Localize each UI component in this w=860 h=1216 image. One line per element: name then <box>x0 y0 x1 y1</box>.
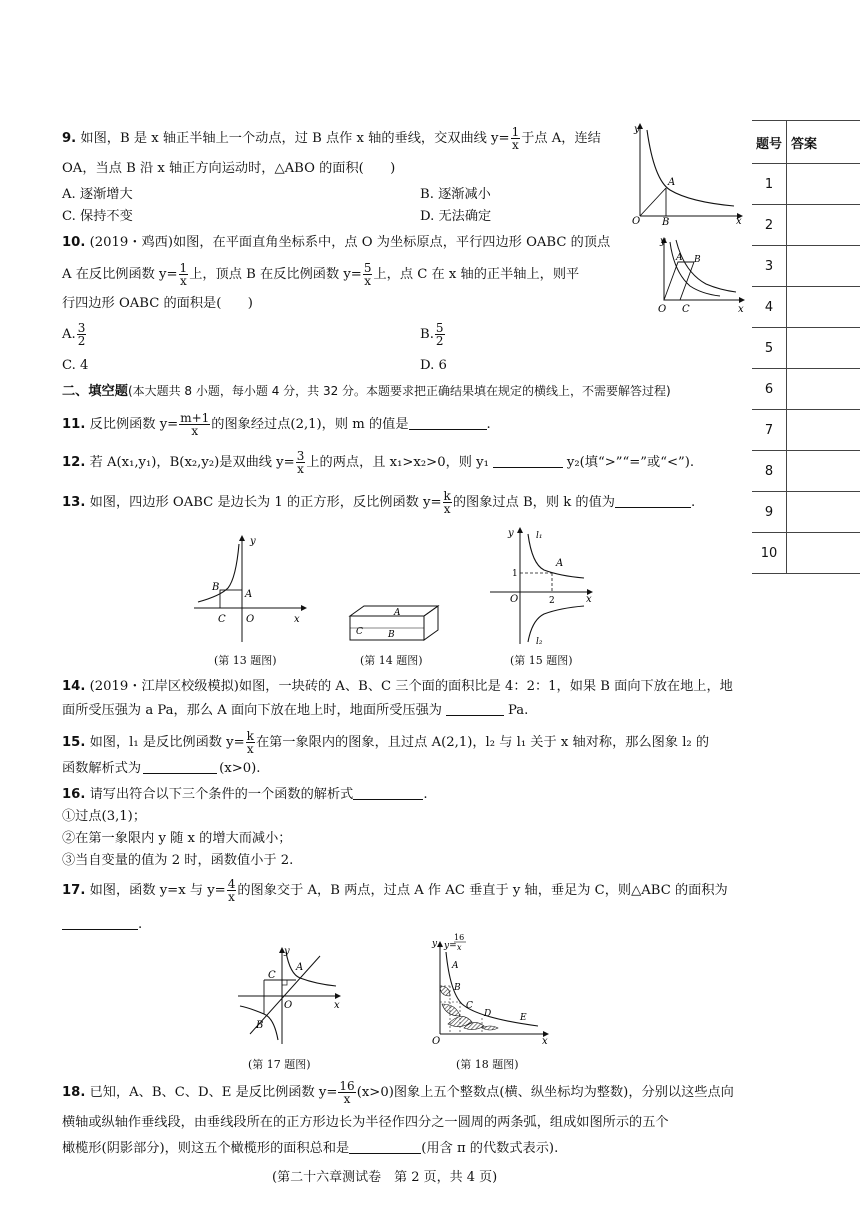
q9-option-b: B. 逐渐减小 <box>420 187 491 202</box>
answer-blank[interactable] <box>409 415 487 430</box>
svg-text:A: A <box>296 962 304 973</box>
figure-14-caption: (第 14 题图) <box>360 654 423 667</box>
svg-text:E: E <box>520 1013 527 1023</box>
question-9: 9. 如图，B 是 x 轴正半轴上一个动点，过 B 点作 x 轴的垂线，交双曲线 y= $\frac{1}{x}$ 于点 A，连结 <box>62 125 601 152</box>
question-17-line2: . <box>62 914 142 936</box>
figure-15-caption: (第 15 题图) <box>510 654 573 667</box>
fraction: $\frac{1}{x}$ <box>179 261 188 288</box>
answer-row-number: 3 <box>752 246 787 287</box>
answer-row <box>752 246 860 287</box>
question-13: 13. 如图，四边形 OABC 是边长为 1 的正方形，反比例函数 y= $\frac{k}{x}$ 的图象过点 B，则 k 的值为 . <box>62 489 696 516</box>
svg-text:C: C <box>682 304 690 315</box>
svg-text:y: y <box>432 939 438 949</box>
question-15: 15. 如图，l₁ 是反比例函数 y= $\frac{k}{x}$ 在第一象限内的图象，且过点 A(2,1)，l₂ 与 l₁ 关于 x 轴对称，那么图象 l₂ 的 <box>62 729 710 756</box>
question-10-line3: 行四边形 OABC 的面积是( ) <box>62 296 253 311</box>
figure-17-caption: (第 17 题图) <box>248 1058 311 1071</box>
fig9-label-b: B <box>662 217 670 226</box>
fig9-label-a: A <box>668 177 676 188</box>
answer-row-number: 8 <box>752 451 787 492</box>
q10-option-b: B. $\frac{5}{2}$ <box>420 321 444 348</box>
answer-blank[interactable] <box>143 759 217 774</box>
svg-text:x: x <box>542 1036 548 1047</box>
answer-header-answer: 答案 <box>787 121 860 164</box>
answer-blank[interactable] <box>493 453 563 468</box>
q16-condition-2: ②在第一象限内 y 随 x 的增大而减小； <box>62 831 292 846</box>
answer-blank[interactable] <box>446 701 504 716</box>
question-14: 14. (2019・江岸区校级模拟)如图，一块砖的 A、B、C 三个面的面积比是 4：2：1，如果 B 面向下放在地上，地 <box>62 679 733 694</box>
svg-text:C: C <box>356 627 363 637</box>
answer-row-number: 5 <box>752 328 787 369</box>
svg-text:A: A <box>394 608 401 618</box>
answer-row <box>752 328 860 369</box>
figure-q9 <box>630 118 748 226</box>
answer-row <box>752 451 860 492</box>
svg-text:O: O <box>246 614 255 625</box>
answer-row-number: 6 <box>752 369 787 410</box>
answer-row-number: 2 <box>752 205 787 246</box>
svg-text:2: 2 <box>549 596 555 606</box>
q9-option-a: A. 逐渐增大 <box>62 187 133 202</box>
svg-text:y: y <box>660 236 666 247</box>
answer-cell[interactable] <box>787 328 860 369</box>
svg-text:B: B <box>388 630 395 640</box>
svg-text:x: x <box>586 594 592 605</box>
answer-table <box>752 120 860 574</box>
answer-cell[interactable] <box>787 205 860 246</box>
svg-text:1: 1 <box>512 569 518 579</box>
svg-text:D: D <box>484 1009 492 1019</box>
figure-q14 <box>344 602 444 646</box>
svg-text:16: 16 <box>454 933 465 942</box>
answer-row <box>752 410 860 451</box>
q16-condition-3: ③当自变量的值为 2 时，函数值小于 2. <box>62 853 294 868</box>
question-18-line3: 橄榄形(阴影部分)，则这五个橄榄形的面积总和是 (用含 π 的代数式表示). <box>62 1141 559 1156</box>
svg-text:B: B <box>694 255 701 265</box>
svg-text:x: x <box>738 304 744 315</box>
q10-option-d: D. 6 <box>420 358 447 373</box>
svg-text:y: y <box>284 946 290 957</box>
svg-text:B: B <box>454 983 461 993</box>
question-10-line2: A 在反比例函数 y= $\frac{1}{x}$ 上，顶点 B 在反比例函数 y= $\frac{5}{x}$ 上，点 C 在 x 轴的正半轴上，则平 <box>62 261 580 288</box>
answer-cell[interactable] <box>787 369 860 410</box>
svg-text:A: A <box>556 558 564 569</box>
question-14-line2: 面所受压强为 a Pa，那么 A 面向下放在地上时，地面所受压强为 Pa. <box>62 703 529 718</box>
svg-text:A: A <box>676 253 683 263</box>
fraction: $\frac{5}{x}$ <box>363 261 372 288</box>
svg-text:C: C <box>466 1001 473 1011</box>
question-18: 18. 已知，A、B、C、D、E 是反比例函数 y= $\frac{16}{x}$ (x>0)图象上五个整数点(横、纵坐标均为整数)，分别以这些点向 <box>62 1079 734 1106</box>
answer-blank[interactable] <box>615 493 691 508</box>
page-footer: (第二十六章测试卷 第 2 页，共 4 页) <box>272 1170 498 1185</box>
fraction: $\frac{1}{x}$ <box>511 125 520 152</box>
figure-18-caption: (第 18 题图) <box>456 1058 519 1071</box>
answer-cell[interactable] <box>787 246 860 287</box>
q9-option-c: C. 保持不变 <box>62 209 133 224</box>
question-9-line2: OA，当点 B 沿 x 轴正方向运动时，△ABO 的面积( ) <box>62 161 396 176</box>
figure-q17 <box>236 944 344 1048</box>
q16-condition-1: ①过点(3,1)； <box>62 809 147 824</box>
question-16: 16. 请写出符合以下三个条件的一个函数的解析式 . <box>62 787 428 802</box>
q9-option-d: D. 无法确定 <box>420 209 492 224</box>
answer-row-number: 10 <box>752 533 787 574</box>
svg-text:A: A <box>452 961 459 971</box>
svg-text:B: B <box>212 582 220 593</box>
svg-text:C: C <box>218 614 226 625</box>
question-12: 12. 若 A(x₁,y₁)，B(x₂,y₂)是双曲线 y= $\frac{3}{x}$ 上的两点，且 x₁>x₂>0，则 y₁ y₂(填“>”“=”或“<”). <box>62 449 695 476</box>
answer-blank[interactable] <box>349 1139 421 1154</box>
svg-text:x: x <box>457 943 462 952</box>
figure-13-caption: (第 13 题图) <box>214 654 277 667</box>
answer-blank[interactable] <box>353 785 423 800</box>
question-18-line2: 横轴或纵轴作垂线段，由垂线段所在的正方形边长为半径作四分之一圆周的两条弧，组成如图所示的五个 <box>62 1115 669 1130</box>
answer-cell[interactable] <box>787 410 860 451</box>
svg-text:x: x <box>334 1000 340 1011</box>
svg-text:l₁: l₁ <box>536 531 543 541</box>
section-title: 二、填空题(本大题共 8 小题，每小题 4 分，共 32 分。本题要求把正确结果填在规定的横线上，不需要解答过程) <box>62 384 671 399</box>
answer-row <box>752 287 860 328</box>
question-11: 11. 反比例函数 y= $\frac{m+1}{x}$ 的图象经过点(2,1)，则 m 的值是 . <box>62 411 491 438</box>
figure-q10 <box>650 232 748 318</box>
answer-blank[interactable] <box>62 915 138 930</box>
answer-row-number: 9 <box>752 492 787 533</box>
answer-row <box>752 533 860 574</box>
svg-text:C: C <box>268 970 276 981</box>
answer-row <box>752 205 860 246</box>
svg-text:A: A <box>245 589 253 600</box>
svg-text:O: O <box>510 594 519 605</box>
fig9-label-y: y <box>634 124 640 135</box>
svg-text:y=: y= <box>444 941 457 951</box>
question-17: 17. 如图，函数 y=x 与 y= $\frac{4}{x}$ 的图象交于 A，B 两点，过点 A 作 AC 垂直于 y 轴，垂足为 C，则△ABC 的面积为 <box>62 877 728 904</box>
answer-row <box>752 369 860 410</box>
fig9-label-o: O <box>632 216 641 226</box>
figure-q18 <box>428 932 552 1048</box>
svg-text:y: y <box>250 536 256 547</box>
svg-text:O: O <box>658 304 667 315</box>
answer-row <box>752 164 860 205</box>
svg-text:O: O <box>284 1000 293 1011</box>
answer-cell[interactable] <box>787 164 860 205</box>
figure-q15 <box>486 524 596 648</box>
answer-row-number: 7 <box>752 410 787 451</box>
answer-row-number: 4 <box>752 287 787 328</box>
svg-text:B: B <box>256 1020 264 1031</box>
answer-cell[interactable] <box>787 287 860 328</box>
svg-text:O: O <box>432 1036 441 1047</box>
figure-q13 <box>190 532 310 644</box>
svg-text:x: x <box>294 614 300 625</box>
q10-option-c: C. 4 <box>62 358 89 373</box>
fig9-label-x: x <box>736 216 742 226</box>
question-10: 10. (2019・鸡西)如图，在平面直角坐标系中，点 O 为坐标原点，平行四边形 OABC 的顶点 <box>62 235 611 250</box>
answer-row <box>752 492 860 533</box>
svg-text:y: y <box>508 528 514 539</box>
answer-row-number: 1 <box>752 164 787 205</box>
q10-option-a: A. $\frac{3}{2}$ <box>62 321 86 348</box>
answer-cell[interactable] <box>787 451 860 492</box>
svg-text:l₂: l₂ <box>536 637 543 647</box>
answer-cell[interactable] <box>787 492 860 533</box>
question-15-line2: 函数解析式为 (x>0). <box>62 761 261 776</box>
answer-header-no: 题号 <box>752 121 787 164</box>
answer-cell[interactable] <box>787 533 860 574</box>
